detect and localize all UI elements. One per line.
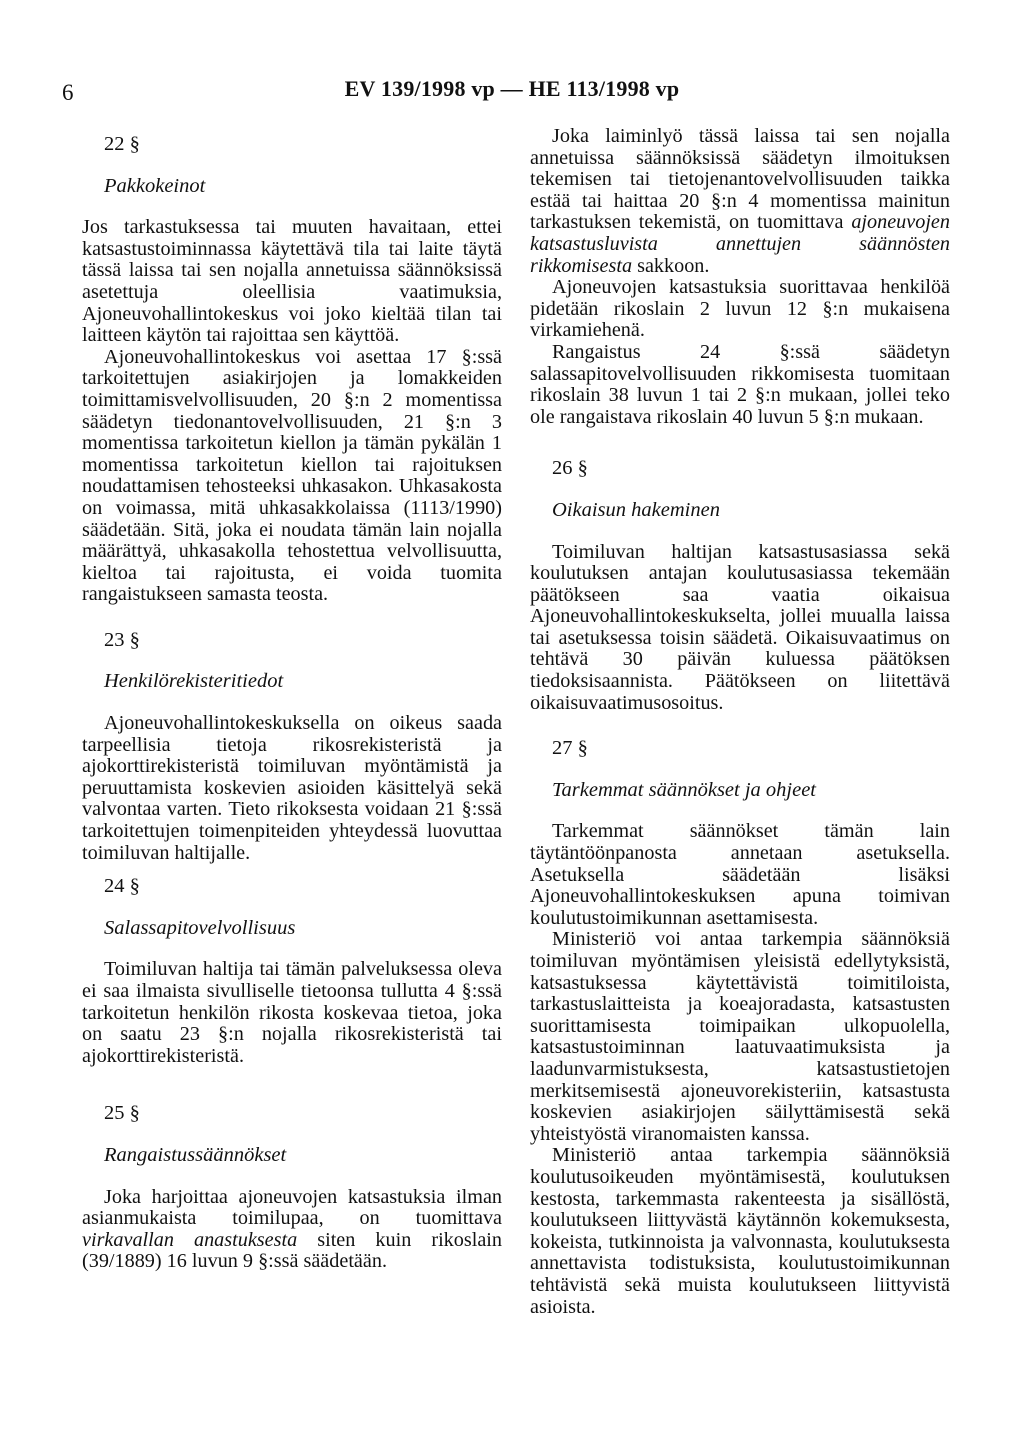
section-27-paragraph-1: Tarkemmat säännökset tämän lain täytäntöönpanosta annetaan asetuksella. Asetuksella säädetään lisäksi Ajoneuvohallintokeskuksen apuna toimivan koulutustoimikunnan asettamisesta. [530,820,950,929]
section-22-title: Pakkokeinot [104,174,206,197]
section-25-paragraph-4: Rangaistus 24 §:ssä säädetyn salassapitovelvollisuuden rikkomisesta tuomitaan rikoslain 38 luvun 1 tai 2 §:n mukaan, jollei teko ole rangaistava rikoslain 40 luvun 5 §:n mukaan. [530,340,950,428]
section-25-paragraph-3: Ajoneuvojen katsastuksia suorittavaa henkilöä pidetään rikoslain 2 luvun 12 §:n mukaisena virkamiehenä. [530,276,950,342]
section-27-paragraph-2: Ministeriö voi antaa tarkempia säännöksiä toimiluvan myöntämisen yleisistä edellytyksistä, katsastuksessa käytettävistä toimitiloista, tarkastuslaitteista ja koeajoradasta, katsastusten suorittamisesta toimipaikan ulkopuolella, katsastustoiminnan laatuvaatimuksista ja laadunvarmistuksesta, katsastustietojen merkitsemisestä ajoneuvorekisteriin, katsastusta koskevien asiakirjojen säilyttämisestä sekä yhteistyöstä viranomaisten kanssa. [530,928,950,1145]
page-number: 6 [62,80,74,105]
section-23-title: Henkilörekisteritiedot [104,670,284,693]
section-26-number: 26 § [552,457,588,480]
section-25-title: Rangaistussäännökset [104,1143,287,1166]
section-24-paragraph-1: Toimiluvan haltija tai tämän palveluksessa oleva ei saa ilmaista sivulliselle tietoonsa tullutta 4 §:ssä tarkoitetun henkilön rikosta koskevaa tietoa, joka on saatu 23 §:n nojalla rikosrekisteristä tai ajokorttirekisteristä. [82,958,502,1067]
section-25-italic-term: virkavallan anastuksesta [82,1228,298,1251]
section-23-paragraph-1: Ajoneuvohallintokeskuksella on oikeus saada tarpeellisia tietoja rikosrekisteristä ja ajokorttirekisteristä toimiluvan myöntämistä ja peruuttamista koskevien asioiden käsittelyä sekä valvontaa varten. Tieto rikoksesta voidaan 21 §:ssä tarkoitettujen toimenpiteiden yhteydessä luovuttaa toimiluvan haltijalle. [82,712,502,864]
section-26-title: Oikaisun hakeminen [552,498,720,521]
section-23-number: 23 § [104,628,140,651]
section-22-paragraph-2: Ajoneuvohallintokeskus voi asettaa 17 §:ssä tarkoitettujen asiakirjojen ja lomakkeiden toimittamisvelvollisuuden, 20 §:n 2 momentissa säädetyn tiedonantovelvollisuuden, 21 §:n 3 momentissa tarkoitetun kiellon ja tämän pykälän 1 momentissa tarkoitetun kiellon tai rajoituksen noudattamisen tehosteeksi uhkasakon. Uhkasakosta on voimassa, mitä uhkasakkolaissa (1113/1990) säädetään. Sitä, joka ei noudata tämän lain nojalla määrättyä, uhkasakolla tehostettua velvollisuutta, kieltoa tai rajoitusta, ei voida tuomita rangaistukseen samasta teosta. [82,345,502,606]
section-24-title: Salassapitovelvollisuus [104,916,296,939]
section-26-paragraph-1: Toimiluvan haltijan katsastusasiassa sekä koulutuksen antajan koulutusasiassa tekemään päätökseen saa vaatia oikaisua Ajoneuvohallintokeskukselta, jollei muualla laissa tai asetuksessa toisin säädetä. Oikaisuvaatimus on tehtävä 30 päivän kuluessa päätöksen tiedoksisaannista. Päätökseen on liitettävä oikaisuvaatimusosoitus. [530,540,950,714]
running-header: EV 139/1998 vp — HE 113/1998 vp [344,76,680,101]
left-column [82,126,502,1273]
right-column [530,126,950,1318]
section-22-number: 22 § [104,133,140,155]
section-27-title: Tarkemmat säännökset ja ohjeet [552,778,817,801]
section-25-paragraph-2: Joka laiminlyö tässä laissa tai sen nojalla annetuissa säännöksissä säädetyn ilmoituksen tekemisen tai tietojenantovelvollisuuden taikka estää tai haittaa 20 §:n 4 momentissa mainitun tarkastuksen tekemistä, on tuomittava ajoneuvojen katsastusluvista annettujen säännösten rikkomisesta sakkoon. [530,125,950,277]
section-24-number: 24 § [104,875,140,898]
section-27-paragraph-3: Ministeriö antaa tarkempia säännöksiä koulutusoikeuden myöntämisestä, koulutuksen kestosta, tarkemmasta rakenteesta ja sisällöstä, koulutukseen liittyvästä käytännön kokemuksesta, kokeista, tutkinnoista ja valvonnasta, koulutuksesta annettavista todistuksista, koulutustoimikunnan tehtävistä sekä muista koulutukseen liittyvistä asioista. [530,1144,950,1318]
section-25-italic-offence: ajoneuvojen katsastusluvista annettujen säännösten rikkomisesta [530,211,950,277]
section-27-number: 27 § [552,737,588,760]
section-25-number: 25 § [104,1102,140,1125]
section-25-paragraph-1: Joka harjoittaa ajoneuvojen katsastuksia ilman asianmukaista toimilupaa, on tuomittava virkavallan anastuksesta siten kuin rikoslain (39/1889) 16 luvun 9 §:ssä säädetään. [82,1185,502,1273]
section-22-paragraph-1: Jos tarkastuksessa tai muuten havaitaan, ettei katsastustoiminnassa käytettävä tila tai laite täytä tässä laissa tai sen nojalla annetuissa säännöksissä asetettuja oleellisia vaatimuksia, Ajoneuvohallintokeskus voi joko kieltää tilan tai laitteen käytön tai rajoittaa sen käyttöä. [82,216,502,347]
